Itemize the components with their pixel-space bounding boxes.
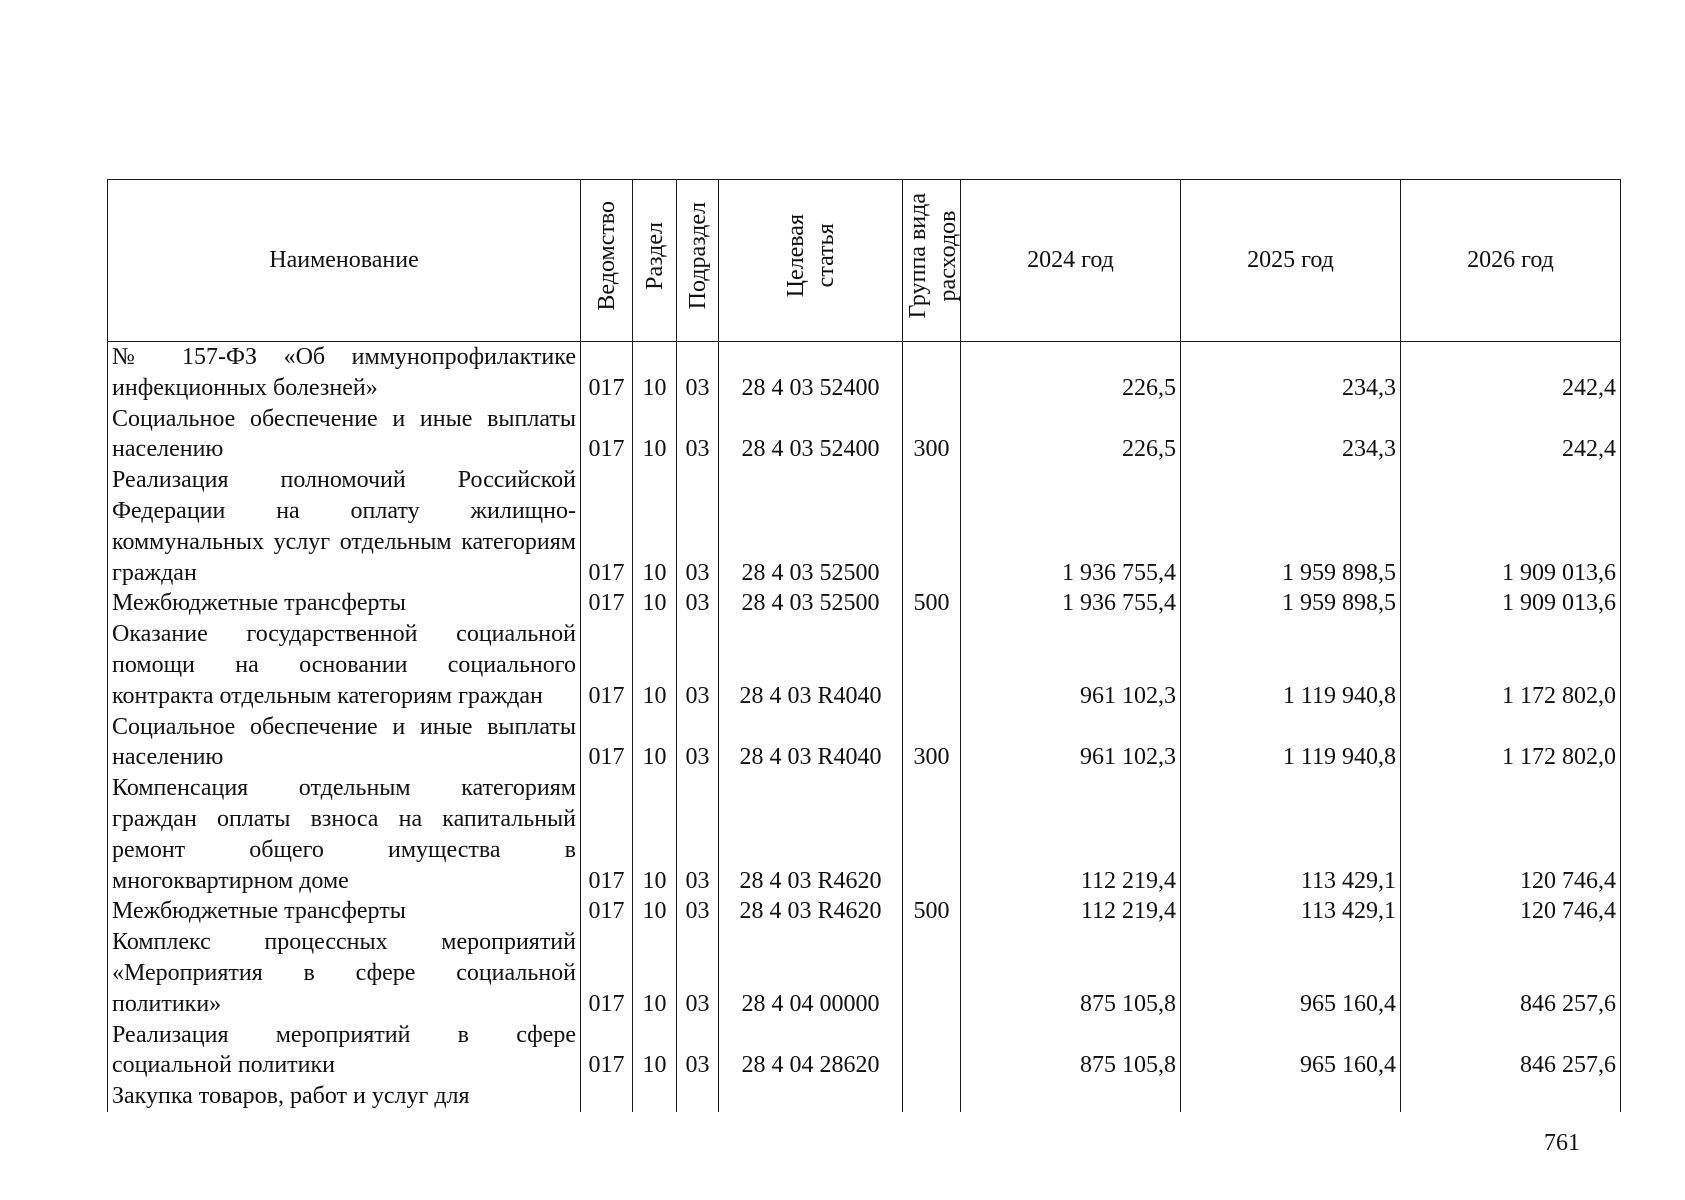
cell-2026 [1401, 1081, 1621, 1112]
cell-dept: 017 [581, 342, 633, 404]
table-row [108, 619, 1621, 711]
cell-name: Социальное обеспечение и иные выплаты населению [108, 404, 581, 466]
cell-subsection: 03 [677, 927, 719, 1019]
cell-2024: 112 219,4 [961, 896, 1181, 927]
cell-group [903, 773, 961, 896]
cell-group [903, 927, 961, 1019]
cell-group: 500 [903, 896, 961, 927]
cell-section [633, 1081, 677, 1112]
cell-section: 10 [633, 896, 677, 927]
cell-group [903, 342, 961, 404]
budget-table [107, 179, 1621, 1112]
cell-name: Межбюджетные трансферты [108, 896, 581, 927]
cell-section: 10 [633, 588, 677, 619]
cell-dept: 017 [581, 896, 633, 927]
header-group: Группа вида расходов [903, 180, 961, 342]
cell-2024: 961 102,3 [961, 619, 1181, 711]
cell-group [903, 465, 961, 588]
cell-2026: 120 746,4 [1401, 773, 1621, 896]
cell-2024: 112 219,4 [961, 773, 1181, 896]
cell-target: 28 4 04 28620 [719, 1020, 903, 1082]
cell-2026: 1 909 013,6 [1401, 588, 1621, 619]
cell-group: 500 [903, 588, 961, 619]
table-row [108, 465, 1621, 588]
cell-2025: 113 429,1 [1181, 896, 1401, 927]
cell-dept: 017 [581, 404, 633, 466]
cell-target: 28 4 03 R4620 [719, 773, 903, 896]
cell-subsection: 03 [677, 342, 719, 404]
cell-2026: 242,4 [1401, 404, 1621, 466]
cell-section: 10 [633, 404, 677, 466]
cell-section: 10 [633, 619, 677, 711]
cell-2024: 1 936 755,4 [961, 588, 1181, 619]
cell-dept: 017 [581, 712, 633, 774]
table-row [108, 896, 1621, 927]
cell-section: 10 [633, 1020, 677, 1082]
cell-target: 28 4 04 00000 [719, 927, 903, 1019]
cell-target: 28 4 03 R4040 [719, 712, 903, 774]
cell-dept: 017 [581, 1020, 633, 1082]
cell-name: Реализация мероприятий в сфере социальной политики [108, 1020, 581, 1082]
cell-2025: 965 160,4 [1181, 927, 1401, 1019]
cell-2026: 846 257,6 [1401, 927, 1621, 1019]
cell-2024: 875 105,8 [961, 1020, 1181, 1082]
cell-2024: 226,5 [961, 342, 1181, 404]
cell-subsection: 03 [677, 712, 719, 774]
cell-2024: 1 936 755,4 [961, 465, 1181, 588]
cell-2025: 1 959 898,5 [1181, 465, 1401, 588]
cell-target: 28 4 03 52500 [719, 588, 903, 619]
cell-group: 300 [903, 712, 961, 774]
cell-subsection: 03 [677, 404, 719, 466]
cell-target: 28 4 03 52400 [719, 404, 903, 466]
cell-2026: 1 172 802,0 [1401, 619, 1621, 711]
cell-2025 [1181, 1081, 1401, 1112]
cell-subsection: 03 [677, 465, 719, 588]
cell-section: 10 [633, 465, 677, 588]
cell-section: 10 [633, 342, 677, 404]
cell-name: Реализация полномочий Российской Федерации на оплату жилищно-коммунальных услуг отдельным категориям граждан [108, 465, 581, 588]
header-subsection: Подраздел [677, 180, 719, 342]
cell-2024: 961 102,3 [961, 712, 1181, 774]
cell-subsection [677, 1081, 719, 1112]
cell-name: Закупка товаров, работ и услуг для [108, 1081, 581, 1112]
cell-dept [581, 1081, 633, 1112]
cell-dept: 017 [581, 773, 633, 896]
cell-group [903, 1081, 961, 1112]
cell-dept: 017 [581, 465, 633, 588]
cell-target: 28 4 03 R4040 [719, 619, 903, 711]
cell-subsection: 03 [677, 896, 719, 927]
table-row [108, 927, 1621, 1019]
cell-section: 10 [633, 712, 677, 774]
cell-group: 300 [903, 404, 961, 466]
cell-2025: 1 119 940,8 [1181, 712, 1401, 774]
header-2024: 2024 год [961, 180, 1181, 342]
header-target: Целевая статья [719, 180, 903, 342]
table-row [108, 1081, 1621, 1112]
table-row [108, 588, 1621, 619]
cell-target: 28 4 03 R4620 [719, 896, 903, 927]
cell-target: 28 4 03 52500 [719, 465, 903, 588]
cell-section: 10 [633, 927, 677, 1019]
cell-2024: 875 105,8 [961, 927, 1181, 1019]
cell-target: 28 4 03 52400 [719, 342, 903, 404]
cell-2026: 242,4 [1401, 342, 1621, 404]
table-row [108, 712, 1621, 774]
cell-2025: 1 959 898,5 [1181, 588, 1401, 619]
cell-target [719, 1081, 903, 1112]
header-2025: 2025 год [1181, 180, 1401, 342]
header-name: Наименование [108, 180, 581, 342]
cell-name: Межбюджетные трансферты [108, 588, 581, 619]
cell-name: Компенсация отдельным категориям граждан оплаты взноса на капитальный ремонт общего имущества в многоквартирном доме [108, 773, 581, 896]
cell-2024 [961, 1081, 1181, 1112]
cell-name: Оказание государственной социальной помощи на основании социального контракта отдельным категориям граждан [108, 619, 581, 711]
table-row [108, 1020, 1621, 1082]
table-row [108, 404, 1621, 466]
cell-subsection: 03 [677, 773, 719, 896]
page-number: 761 [1544, 1130, 1580, 1156]
cell-dept: 017 [581, 619, 633, 711]
header-dept: Ведомство [581, 180, 633, 342]
cell-group [903, 1020, 961, 1082]
cell-2026: 1 909 013,6 [1401, 465, 1621, 588]
table-row [108, 773, 1621, 896]
cell-section: 10 [633, 773, 677, 896]
cell-subsection: 03 [677, 619, 719, 711]
cell-dept: 017 [581, 588, 633, 619]
cell-dept: 017 [581, 927, 633, 1019]
cell-2025: 113 429,1 [1181, 773, 1401, 896]
header-section: Раздел [633, 180, 677, 342]
cell-2025: 1 119 940,8 [1181, 619, 1401, 711]
cell-name: Комплекс процессных мероприятий «Мероприятия в сфере социальной политики» [108, 927, 581, 1019]
cell-2026: 120 746,4 [1401, 896, 1621, 927]
cell-2026: 846 257,6 [1401, 1020, 1621, 1082]
cell-2026: 1 172 802,0 [1401, 712, 1621, 774]
cell-2024: 226,5 [961, 404, 1181, 466]
table-row [108, 342, 1621, 404]
cell-2025: 965 160,4 [1181, 1020, 1401, 1082]
cell-2025: 234,3 [1181, 342, 1401, 404]
cell-2025: 234,3 [1181, 404, 1401, 466]
table-header [108, 180, 1621, 342]
cell-subsection: 03 [677, 588, 719, 619]
table-body [108, 342, 1621, 1112]
cell-name: Социальное обеспечение и иные выплаты населению [108, 712, 581, 774]
header-2026: 2026 год [1401, 180, 1621, 342]
cell-group [903, 619, 961, 711]
cell-subsection: 03 [677, 1020, 719, 1082]
cell-name: № 157-ФЗ «Об иммунопрофилактике инфекционных болезней» [108, 342, 581, 404]
